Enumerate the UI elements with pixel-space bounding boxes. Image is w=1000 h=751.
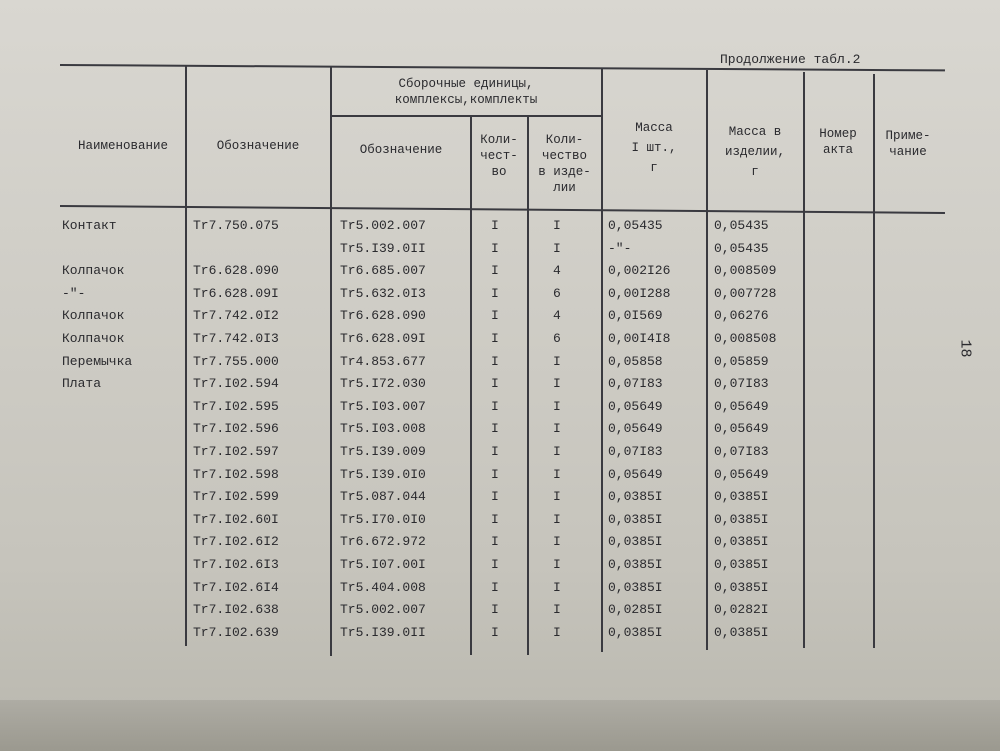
cell-mass-one: 0,05649 [608, 466, 663, 482]
cell-designation: Tr7.I02.639 [193, 624, 279, 640]
cell-assembly: Tr5.002.007 [340, 218, 426, 233]
cell-mass-one: 0,05858 [608, 353, 663, 369]
cell-qty-product: I [553, 353, 561, 369]
header-designation [188, 138, 328, 154]
cell-name: Перемычка [62, 353, 133, 369]
cell-mass-one: 0,0385I [608, 557, 663, 572]
cell-designation: Tr7.I02.638 [193, 602, 279, 618]
cell-qty-product: I [553, 624, 561, 640]
col-divider-3 [470, 115, 472, 655]
cell-qty-product: 6 [553, 331, 561, 346]
cell-designation: Tr7.I02.6I3 [193, 557, 279, 572]
cell-designation: Tr7.I02.6I4 [193, 579, 279, 595]
cell-assembly: Tr5.I39.0II [340, 240, 426, 256]
cell-mass-product: 0,0282I [714, 602, 769, 618]
cell-qty-product: I [553, 557, 561, 572]
cell-mass-one: 0,0I569 [608, 308, 663, 324]
header-designation-text: Обозначение [216, 139, 300, 153]
cell-qty: I [491, 421, 499, 437]
cell-mass-one: -"- [608, 240, 632, 256]
header-qty-product-line2: чество [541, 149, 587, 163]
cell-assembly: Tr4.853.677 [340, 353, 426, 369]
cell-qty: I [491, 444, 499, 459]
cell-assembly: Tr5.I39.0II [340, 624, 426, 640]
cell-qty-product: I [553, 444, 561, 459]
header-qty-product-line4: лии [553, 181, 576, 195]
cell-mass-product: 0,0385I [714, 579, 769, 595]
cell-qty: I [491, 285, 499, 301]
cell-assembly: Tr6.672.972 [340, 534, 426, 550]
cell-qty: I [491, 557, 499, 572]
cell-mass-one: 0,07I83 [608, 376, 663, 392]
cell-name: Колпачок [62, 263, 125, 279]
cell-mass-product: 0,05435 [714, 218, 769, 233]
cell-name: -"- [62, 285, 86, 301]
cell-mass-product: 0,007728 [714, 285, 777, 301]
cell-assembly: Tr5.I07.00I [340, 557, 426, 572]
cell-qty-product: 4 [553, 263, 561, 279]
cell-qty: I [491, 331, 499, 346]
cell-qty: I [491, 376, 499, 392]
header-qty [472, 132, 526, 180]
cell-assembly: Tr5.I03.007 [340, 398, 426, 414]
cell-qty-product: I [553, 466, 561, 482]
cell-qty-product: I [553, 534, 561, 550]
cell-qty-product: I [553, 579, 561, 595]
cell-qty: I [491, 624, 499, 640]
cell-mass-product: 0,06276 [714, 308, 769, 324]
cell-assembly: Tr5.I72.030 [340, 376, 426, 392]
cell-mass-one: 0,0285I [608, 602, 663, 618]
header-assembly-designation-text: Обозначение [359, 143, 443, 157]
header-name [62, 138, 184, 154]
cell-mass-product: 0,008509 [714, 263, 777, 279]
header-qty-line1: Коли- [480, 133, 518, 147]
header-mass-product-line2: изделии, [724, 145, 785, 159]
cell-qty-product: I [553, 218, 561, 233]
header-qty-product-line3: в изде- [538, 165, 591, 179]
cell-name: Плата [62, 376, 102, 392]
header-mass-product-line1: Масса в [728, 125, 782, 139]
cell-qty: I [491, 466, 499, 482]
cell-qty: I [491, 511, 499, 527]
header-assembly-group [333, 76, 599, 108]
cell-qty-product: I [553, 240, 561, 256]
continuation-label: Продолжение табл.2 [720, 52, 861, 67]
cell-qty: I [491, 489, 499, 505]
cell-mass-one: 0,002I26 [608, 263, 671, 279]
header-mass-one [603, 120, 705, 176]
cell-designation: Tr7.I02.596 [193, 421, 279, 437]
cell-mass-product: 0,05649 [714, 466, 769, 482]
cell-qty-product: I [553, 421, 561, 437]
cell-mass-one: 0,0385I [608, 511, 663, 527]
cell-qty-product: I [553, 398, 561, 414]
header-qty-product-line1: Коли- [545, 133, 584, 147]
header-assembly-designation [333, 142, 469, 158]
cell-assembly: Tr6.628.09I [340, 331, 426, 346]
cell-assembly: Tr5.I39.0I0 [340, 466, 426, 482]
header-mass-one-line2: I шт., [631, 141, 677, 155]
header-mass-one-line1: Масса [635, 121, 673, 135]
cell-mass-product: 0,05435 [714, 240, 769, 256]
header-kit-line2: акта [822, 143, 853, 157]
cell-designation: Tr7.I02.60I [193, 511, 279, 527]
cell-assembly: Tr6.628.090 [340, 308, 426, 324]
cell-mass-product: 0,0385I [714, 534, 769, 550]
cell-mass-product: 0,07I83 [714, 376, 769, 392]
header-qty-line3: во [491, 165, 507, 179]
cell-mass-one: 0,05649 [608, 421, 663, 437]
cell-qty: I [491, 579, 499, 595]
cell-designation: Tr6.628.090 [193, 263, 279, 279]
cell-assembly: Tr5.I70.0I0 [340, 511, 426, 527]
cell-qty-product: 6 [553, 285, 561, 301]
cell-qty-product: I [553, 376, 561, 392]
cell-mass-product: 0,0385I [714, 489, 769, 505]
header-kit-line1: Номер [819, 127, 857, 141]
header-mass-one-line3: г [650, 161, 658, 175]
cell-assembly: Tr5.I03.008 [340, 421, 426, 437]
cell-assembly: Tr5.404.008 [340, 579, 426, 595]
cell-designation: Tr7.750.075 [193, 218, 279, 233]
cell-designation: Tr7.I02.599 [193, 489, 279, 505]
cell-assembly: Tr5.087.044 [340, 489, 426, 505]
cell-designation: Tr7.I02.597 [193, 444, 279, 459]
cell-assembly: Tr6.685.007 [340, 263, 426, 279]
header-note [875, 128, 941, 160]
cell-name: Колпачок [62, 308, 125, 324]
cell-qty-product: I [553, 489, 561, 505]
col-divider-8 [873, 74, 875, 648]
cell-assembly: Tr5.632.0I3 [340, 285, 426, 301]
col-divider-1 [185, 66, 187, 646]
cell-name: Колпачок [62, 331, 125, 346]
header-assembly-line2: комплексы,комплекты [394, 93, 538, 107]
cell-qty-product: I [553, 602, 561, 618]
header-qty-in-product [529, 132, 600, 196]
cell-mass-product: 0,008508 [714, 331, 777, 346]
header-name-text: Наименование [77, 139, 168, 153]
cell-qty: I [491, 263, 499, 279]
header-kit-number [805, 126, 871, 158]
cell-designation: Tr7.I02.595 [193, 398, 279, 414]
cell-qty-product: I [553, 511, 561, 527]
assembly-header-divider [330, 115, 602, 117]
cell-mass-one: 0,0385I [608, 579, 663, 595]
cell-qty: I [491, 218, 499, 233]
cell-mass-one: 0,07I83 [608, 444, 663, 459]
header-qty-line2: чест- [480, 149, 518, 163]
cell-designation: Tr7.755.000 [193, 353, 279, 369]
header-mass-product [708, 124, 802, 180]
cell-mass-product: 0,0385I [714, 624, 769, 640]
cell-mass-one: 0,00I4I8 [608, 331, 671, 346]
cell-mass-one: 0,0385I [608, 489, 663, 505]
page-number: 18 [956, 339, 974, 358]
cell-qty: I [491, 308, 499, 324]
cell-mass-one: 0,05435 [608, 218, 663, 233]
cell-qty: I [491, 353, 499, 369]
col-divider-7 [803, 72, 805, 648]
cell-qty-product: 4 [553, 308, 561, 324]
header-note-line1: Приме- [885, 129, 931, 143]
cell-mass-product: 0,0385I [714, 557, 769, 572]
cell-mass-product: 0,05649 [714, 398, 769, 414]
cell-designation: Tr7.I02.594 [193, 376, 279, 392]
header-note-line2: чание [889, 145, 927, 159]
cell-qty: I [491, 602, 499, 618]
cell-qty: I [491, 398, 499, 414]
cell-mass-product: 0,05649 [714, 421, 769, 437]
cell-assembly: Tr5.I39.009 [340, 444, 426, 459]
cell-mass-product: 0,07I83 [714, 444, 769, 459]
col-divider-2 [330, 66, 332, 656]
cell-name: Контакт [62, 218, 117, 233]
page-bottom-edge [0, 700, 1000, 751]
cell-designation: Tr7.742.0I3 [193, 331, 279, 346]
cell-designation: Tr7.742.0I2 [193, 308, 279, 324]
cell-mass-one: 0,05649 [608, 398, 663, 414]
col-divider-4 [527, 115, 529, 655]
header-mass-product-line3: г [751, 165, 759, 179]
cell-designation: Tr6.628.09I [193, 285, 279, 301]
header-assembly-line1: Сборочные единицы, [398, 77, 534, 91]
header-bottom-border [60, 205, 945, 214]
cell-assembly: Tr5.002.007 [340, 602, 426, 618]
cell-designation: Tr7.I02.6I2 [193, 534, 279, 550]
cell-designation: Tr7.I02.598 [193, 466, 279, 482]
cell-mass-product: 0,05859 [714, 353, 769, 369]
cell-mass-one: 0,00I288 [608, 285, 671, 301]
cell-mass-one: 0,0385I [608, 534, 663, 550]
cell-qty: I [491, 240, 499, 256]
cell-mass-one: 0,0385I [608, 624, 663, 640]
cell-qty: I [491, 534, 499, 550]
cell-mass-product: 0,0385I [714, 511, 769, 527]
